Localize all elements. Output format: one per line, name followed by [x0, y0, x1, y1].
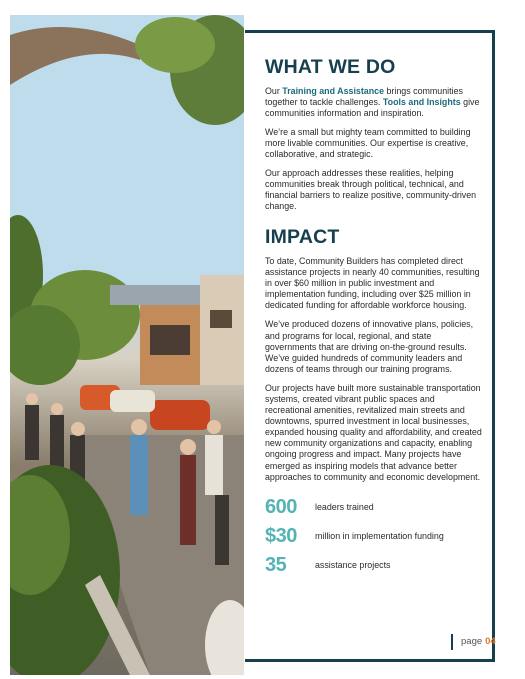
stat-item — [265, 522, 483, 551]
what-we-do-title: WHAT WE DO — [265, 56, 396, 78]
impact-paragraph-3: Our projects have built more sustainable transportation systems, created vibrant public spaces and recreational amenities, revitalized main streets and downtowns, spurred investment in local businesses, expanded housing quality and affordability, and created new community organizations and capacity, enabling ongoing progress and impact. Many projects have emerged as inspiring models that advance better approaches to community and economic development. — [265, 382, 482, 482]
tools-insights-link: Tools and Insights — [382, 96, 461, 107]
intro-text-1: Our — [265, 85, 283, 96]
training-assistance-link: Training and Assistance — [282, 85, 385, 96]
stat-label: assistance projects — [315, 560, 391, 571]
impact-paragraph-2: We’ve produced dozens of innovative plans, policies, and programs for local, regional, and state governments that are driving on-the-ground results. We’ve guided hundreds of community leaders and dozens of teams through our training programs. — [265, 319, 474, 374]
page-label: page — [461, 636, 483, 647]
what-we-do-paragraph-2: We’re a small but mighty team committed to building more livable communities. Our expertise is creative, collaborative, and strategic. — [265, 126, 471, 159]
street-festival-photo — [10, 15, 244, 675]
page-indicator — [451, 634, 496, 650]
stat-label: million in implementation funding — [315, 531, 444, 542]
intro-text-2: brings communities together to tackle challenges. — [265, 85, 463, 107]
what-we-do-intro — [265, 86, 483, 119]
stat-value: 600 — [265, 496, 297, 519]
what-we-do-paragraph-3: Our approach addresses these realities, helping communities break through political, technical, and financial barriers to realize positive, community-driven change. — [265, 168, 477, 212]
impact-paragraph-1: To date, Community Builders has completed direct assistance projects in nearly 40 communities, resulting in over $60 million in public investment and implementation funding, including over $25 million in dedicated funding for affordable workforce housing. — [265, 255, 480, 311]
stat-item — [265, 551, 483, 580]
page-number: 04 — [485, 636, 496, 647]
text-column — [265, 58, 483, 580]
stat-item — [265, 493, 483, 522]
stat-label: leaders trained — [315, 502, 374, 513]
impact-title: IMPACT — [265, 226, 340, 249]
stat-value: $30 — [265, 525, 297, 548]
intro-text-3: give communities information and inspiration. — [265, 96, 480, 118]
stat-value: 35 — [265, 554, 287, 577]
stats-list — [265, 493, 483, 580]
